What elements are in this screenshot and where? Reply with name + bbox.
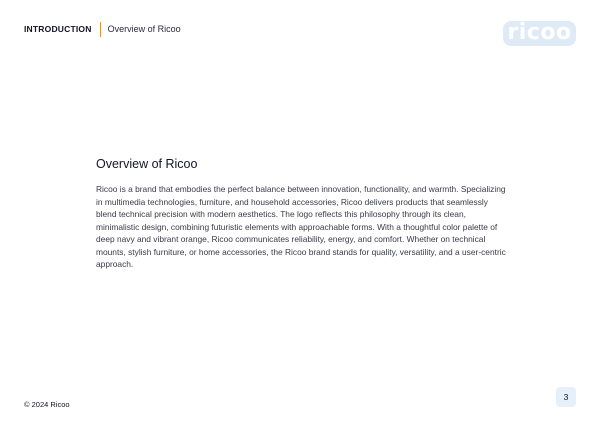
content-heading: Overview of Ricoo [96, 157, 198, 171]
brand-logo [503, 21, 576, 46]
logo-wordmark: ricoo [507, 20, 572, 45]
section-title: Overview of Ricoo [107, 24, 181, 34]
footer-copyright: © 2024 Ricoo [24, 400, 70, 409]
page-header [24, 21, 181, 37]
page-number-badge [556, 387, 576, 407]
page-number: 3 [563, 392, 569, 402]
content-body: Ricoo is a brand that embodies the perfect balance between innovation, functionality, and warmth. Specializing in multimedia technologies, furniture, and household accessories, Ricoo delivers products that seamlessly blend technical precision with modern aesthetics. The logo reflects this philosophy through its clean, minimalistic design, combining futuristic elements with approachable forms. With a thoughtful color palette of deep navy and vibrant orange, Ricoo communicates reliability, energy, and comfort. Whether on technical mounts, stylish furniture, or home accessories, the Ricoo brand stands for quality, versatility, and a user-centric approach. [96, 184, 506, 269]
section-label: INTRODUCTION [24, 24, 92, 34]
header-divider [100, 22, 101, 37]
main-content [96, 156, 508, 271]
